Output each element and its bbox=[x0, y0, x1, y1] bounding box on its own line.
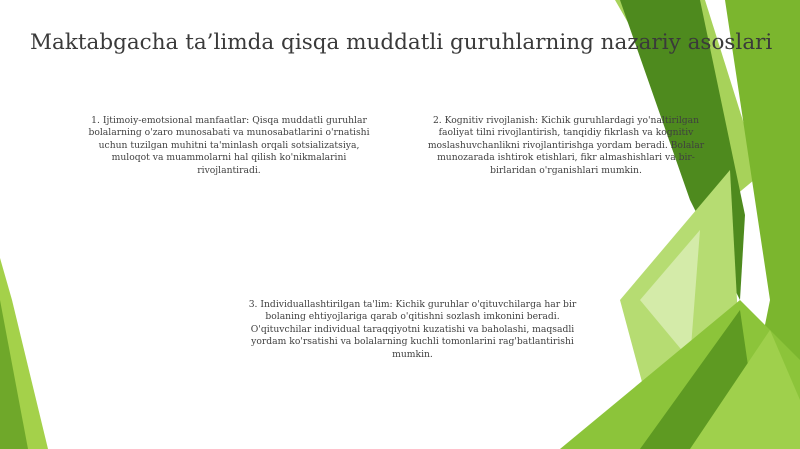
paragraph-cognitive: 2. Kognitiv rivojlanish: Kichik guruhlardagi yo'naltirilgan faoliyat tilni rivojlantirish, tanqidiy fikrlash va kognitiv moslashuvchanlikni rivojlantirishga yordam beradi. Bolalar munozarada ishtirok etishlari, fikr almashishlari va bir-birlaridan o'rganishlari mumkin. bbox=[427, 115, 705, 176]
slide-title: Maktabgacha ta’limda qisqa muddatli guruhlarning nazariy asoslari bbox=[30, 30, 773, 55]
paragraph-individualized: 3. Individuallashtirilgan ta'lim: Kichik guruhlar o'qituvchilarga har bir bolaning ehtiyojlariga qarab o'qitishni sozlash imkonini beradi. O'qituvchilar individual taraqqiyotni kuzatishi va baholashi, maqsadli yordam ko'rsatishi va bolalarning kuchli tomonlarini rag'batlantirishi mumkin. bbox=[248, 299, 577, 360]
paragraph-social-emotional: 1. Ijtimoiy-emotsional manfaatlar: Qisqa muddatli guruhlar bolalarning o'zaro munosabati va munosabatlarini o'rnatishi uchun tuzilgan muhitni ta'minlash orqali sotsializatsiya, muloqot va muammolarni hal qilish ko'nikmalarini rivojlantiradi. bbox=[88, 115, 370, 176]
